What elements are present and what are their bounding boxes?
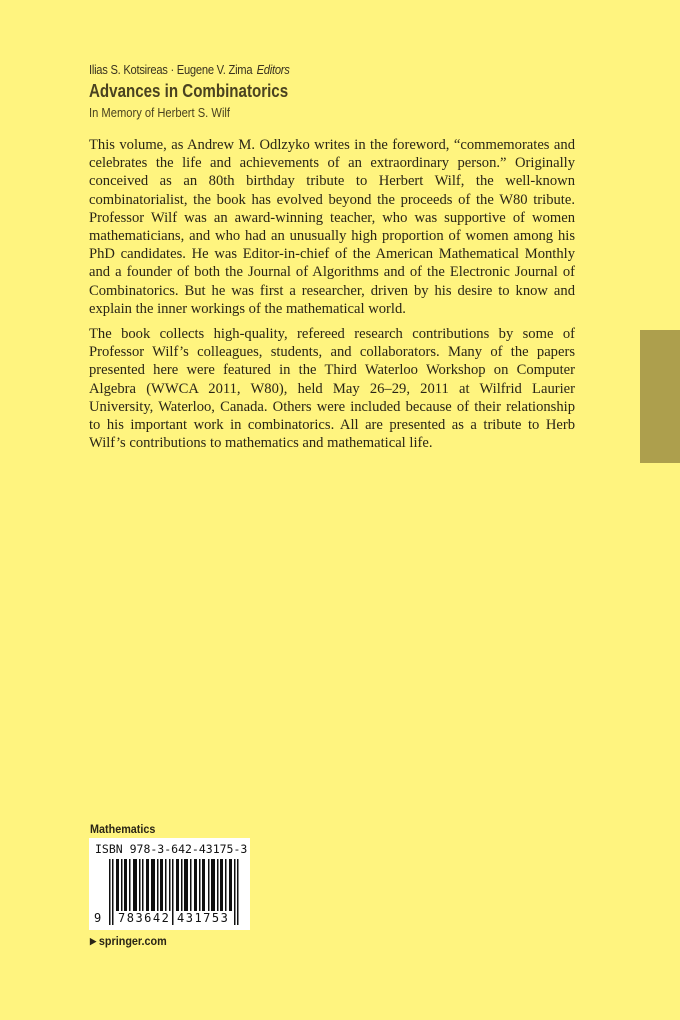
triangle-right-icon: ▶ [90, 935, 97, 946]
barcode-digits-group-1: 783642 [118, 911, 171, 925]
blurb-paragraph-2: The book collects high-quality, refereed research contributions by some of Professor Wilf’s colleagues, students, and collaborators. Many of the papers presented here were featured in the Third Waterloo Workshop on Computer Algebra (WWCA 2011, W80), held May 26–29, 2011 at Wilfrid Laurier University, Waterloo, Canada. Others were included because of their relationship to his important work in combinatorics. All are presented as a tribute to Herb Wilf’s contributions to mathematics and mathematical life. [89, 326, 575, 452]
editors-names: Ilias S. Kotsireas · Eugene V. Zima [89, 62, 253, 77]
isbn-label: ISBN 978-3-642-43175-3 [95, 842, 248, 856]
editors-role: Editors [256, 62, 290, 77]
isbn-barcode [89, 838, 250, 930]
blurb-paragraph-1: This volume, as Andrew M. Odlzyko writes in the foreword, “commemorates and celebrates the life and achievements of an extraordinary person.” Originally conceived as an 80th birthday tribute to Herbert Wilf, the well-known combinatorialist, the book has evolved beyond the proceeds of the W80 tribute. Professor Wilf was an award-winning teacher, who was supportive of women mathematicians, and who had an unusually high proportion of women among his PhD candidates. He was Editor-in-chief of the American Mathematical Monthly and a founder of both the Journal of Algorithms and of the Electronic Journal of Combinatorics. But he was first a researcher, driven by his desire to know and explain the inner workings of the mathematical world. [89, 137, 575, 317]
subject-label: Mathematics [90, 822, 156, 836]
editors-line [89, 62, 290, 77]
publisher-url[interactable]: springer.com [98, 934, 167, 948]
book-title: Advances in Combinatorics [89, 81, 289, 101]
publisher-link[interactable] [90, 934, 167, 948]
barcode-digits-group-2: 431753 [177, 911, 230, 925]
side-color-tab [640, 330, 680, 463]
barcode-lead-digit: 9 [94, 911, 102, 925]
book-subtitle: In Memory of Herbert S. Wilf [89, 105, 231, 120]
blurb [89, 136, 575, 459]
